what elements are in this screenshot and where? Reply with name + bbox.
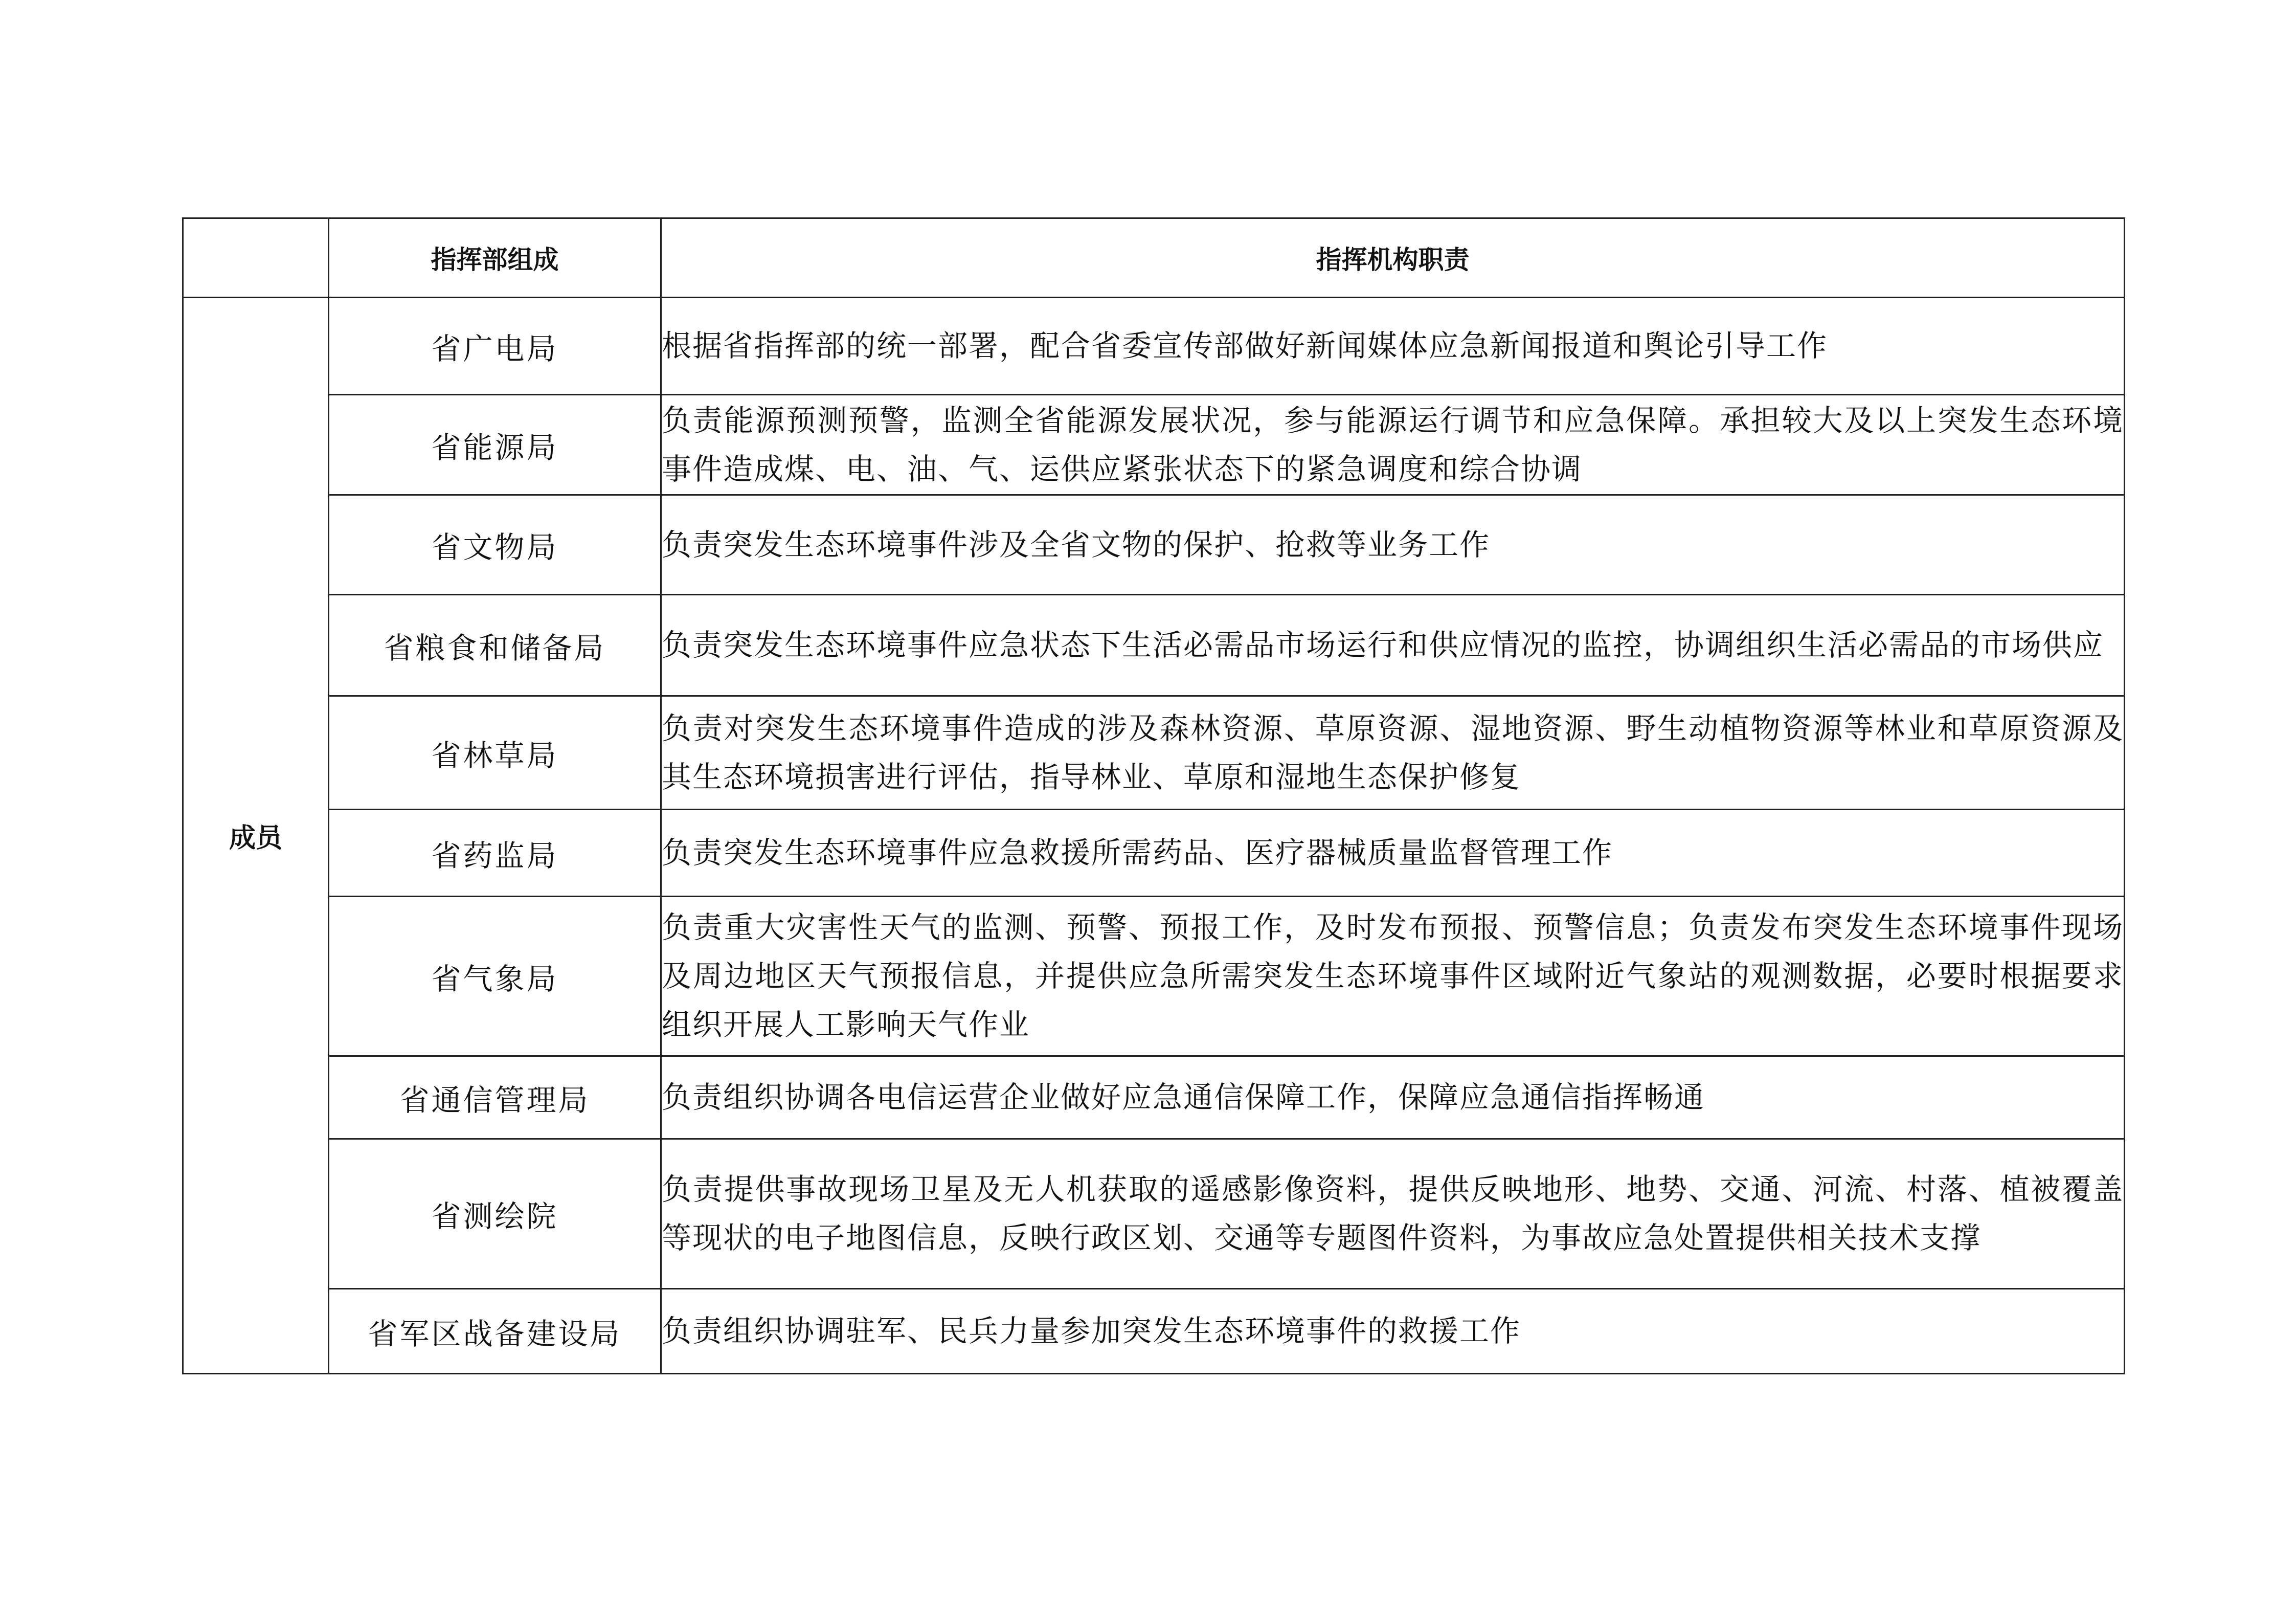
dept-name: 省军区战备建设局 (329, 1289, 661, 1374)
dept-name: 省粮食和储备局 (329, 595, 661, 696)
group-label: 成员 (183, 298, 329, 1374)
table-row (183, 495, 2125, 595)
dept-name: 省药监局 (329, 810, 661, 897)
table-row (183, 897, 2125, 1056)
dept-name: 省测绘院 (329, 1139, 661, 1289)
table-row (183, 810, 2125, 897)
duty-text: 负责组织协调驻军、民兵力量参加突发生态环境事件的救援工作 (661, 1289, 2125, 1374)
header-blank (183, 218, 329, 298)
header-row (183, 218, 2125, 298)
table-row (183, 298, 2125, 395)
table-row (183, 1139, 2125, 1289)
duty-text: 负责突发生态环境事件应急救援所需药品、医疗器械质量监督管理工作 (661, 810, 2125, 897)
duty-text: 负责能源预测预警，监测全省能源发展状况，参与能源运行调节和应急保障。承担较大及以上突发生态环境事件造成煤、电、油、气、运供应紧张状态下的紧急调度和综合协调 (661, 395, 2125, 495)
dept-name: 省文物局 (329, 495, 661, 595)
duty-text: 负责提供事故现场卫星及无人机获取的遥感影像资料，提供反映地形、地势、交通、河流、村落、植被覆盖等现状的电子地图信息，反映行政区划、交通等专题图件资料，为事故应急处置提供相关技术支撑 (661, 1139, 2125, 1289)
table-row (183, 1056, 2125, 1139)
table-row (183, 595, 2125, 696)
header-duties: 指挥机构职责 (661, 218, 2125, 298)
duty-text: 负责重大灾害性天气的监测、预警、预报工作，及时发布预报、预警信息；负责发布突发生态环境事件现场及周边地区天气预报信息，并提供应急所需突发生态环境事件区域附近气象站的观测数据，必要时根据要求组织开展人工影响天气作业 (661, 897, 2125, 1056)
table-row (183, 1289, 2125, 1374)
dept-name: 省广电局 (329, 298, 661, 395)
dept-name: 省气象局 (329, 897, 661, 1056)
duty-text: 负责对突发生态环境事件造成的涉及森林资源、草原资源、湿地资源、野生动植物资源等林业和草原资源及其生态环境损害进行评估，指导林业、草原和湿地生态保护修复 (661, 696, 2125, 810)
duty-text: 负责突发生态环境事件应急状态下生活必需品市场运行和供应情况的监控，协调组织生活必需品的市场供应 (661, 595, 2125, 696)
header-composition: 指挥部组成 (329, 218, 661, 298)
duty-text: 根据省指挥部的统一部署，配合省委宣传部做好新闻媒体应急新闻报道和舆论引导工作 (661, 298, 2125, 395)
table-row (183, 395, 2125, 495)
duty-text: 负责组织协调各电信运营企业做好应急通信保障工作，保障应急通信指挥畅通 (661, 1056, 2125, 1139)
table-row (183, 696, 2125, 810)
duty-table (182, 217, 2125, 1374)
dept-name: 省通信管理局 (329, 1056, 661, 1139)
dept-name: 省林草局 (329, 696, 661, 810)
dept-name: 省能源局 (329, 395, 661, 495)
duty-text: 负责突发生态环境事件涉及全省文物的保护、抢救等业务工作 (661, 495, 2125, 595)
